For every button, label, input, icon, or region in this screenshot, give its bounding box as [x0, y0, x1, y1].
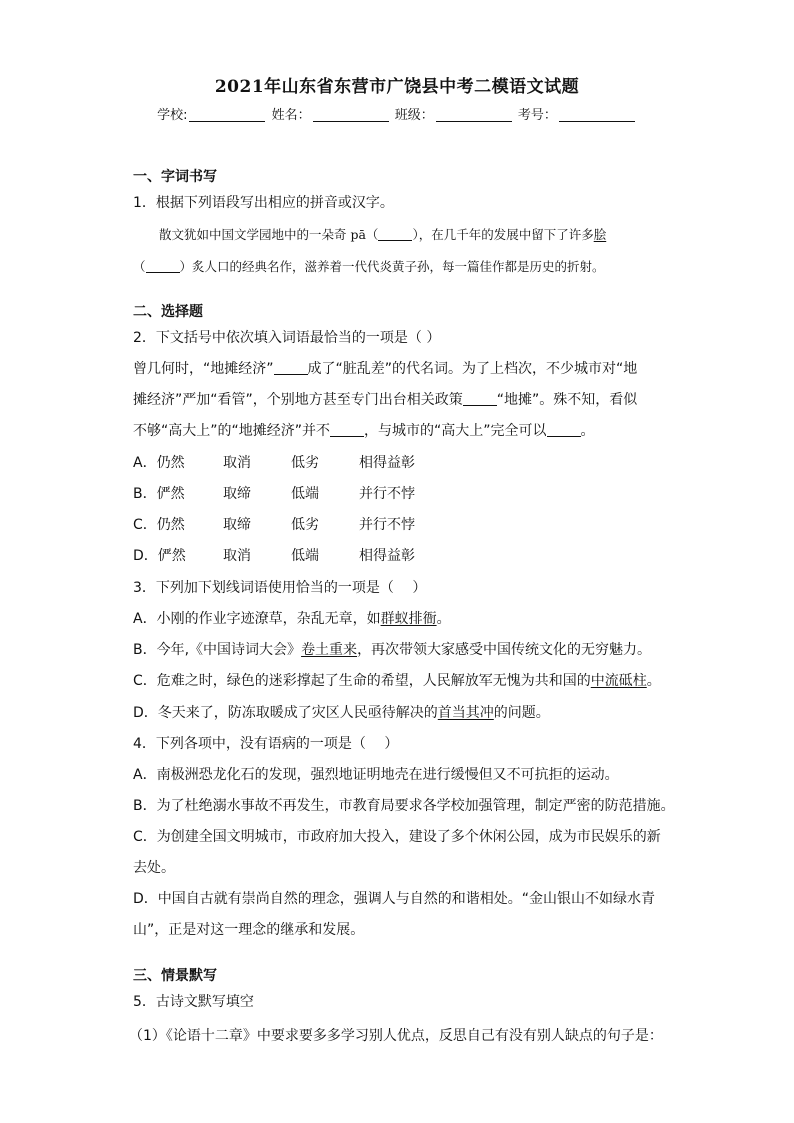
q1-passage-line-1: 散文犹如中国文学园地中的一朵奇 pā（ ），在几千年的发展中留下了许多脍: [159, 227, 607, 242]
section-heading-2: 二、选择题: [133, 304, 203, 320]
q4-option-c[interactable]: C．为创建全国文明城市，市政府加大投入，建设了多个休闲公园，成为市民娱乐的新: [133, 829, 661, 845]
q5-sub-1: （1）《论语十二章》中要求要多多学习别人优点，反思自己有没有别人缺点的句子是：: [129, 1028, 663, 1044]
q3-option-a[interactable]: A．小刚的作业字迹潦草，杂乱无章，如群蚁排衙。: [133, 611, 451, 627]
exam-title: 2021年山东省东营市广饶县中考二模语文试题: [214, 77, 580, 97]
q2-stem: 2．下文括号中依次填入词语最恰当的一项是（ ）: [133, 330, 441, 346]
class-label: 班级：: [394, 108, 434, 123]
q1-blank-1[interactable]: [378, 226, 412, 241]
q2-passage-line-3: 不够“高大上”的“地摊经济”并不 ，与城市的“高大上”完全可以 。: [133, 423, 595, 439]
exam-number-blank[interactable]: [559, 107, 635, 122]
q2-passage-line-2: 摊经济”严加“看管”，个别地方甚至专门出台相关政策 “地摊”。殊不知，看似: [133, 392, 638, 408]
q1-blank-2[interactable]: [146, 258, 180, 273]
q2-passage-line-1: 曾几何时，“地摊经济” 成了“脏乱差”的代名词。为了上档次，不少城市对“地: [133, 361, 638, 377]
q2-blank-1[interactable]: [274, 360, 308, 375]
student-info-row: [0, 104, 794, 123]
q2-option-c[interactable]: C．仍然 取缔 低劣 并行不悖: [133, 517, 415, 533]
q5-stem: 5．古诗文默写填空: [133, 994, 254, 1010]
q3-option-b[interactable]: B．今年,《中国诗词大会》卷土重来，再次带领大家感受中国传统文化的无穷魅力。: [133, 642, 652, 658]
q2-blank-4[interactable]: [547, 422, 581, 437]
q2-blank-3[interactable]: [330, 422, 364, 437]
q1-passage-line-2: （ ）炙人口的经典名作，滋养着一代代炎黄子孙，每一篇佳作都是历史的折射。: [133, 259, 605, 274]
q3-option-d[interactable]: D．冬天来了，防冻取暖成了灾区人民亟待解决的首当其冲的问题。: [133, 705, 550, 721]
class-blank[interactable]: [436, 107, 512, 122]
q4-stem: 4．下列各项中，没有语病的一项是（ ）: [133, 736, 399, 752]
q4-option-d[interactable]: D．中国自古就有崇尚自然的理念，强调人与自然的和谐相处。“金山银山不如绿水青: [133, 891, 656, 907]
school-label: 学校:: [157, 108, 188, 123]
q3-option-c[interactable]: C．危难之时，绿色的迷彩撑起了生命的希望，人民解放军无愧为共和国的中流砥柱。: [133, 673, 661, 689]
q4-option-c-cont: 去处。: [133, 860, 175, 876]
q4-option-b[interactable]: B．为了杜绝溺水事故不再发生，市教育局要求各学校加强管理，制定严密的防范措施。: [133, 798, 675, 814]
q4-option-a[interactable]: A．南极洲恐龙化石的发现，强烈地证明地壳在进行缓慢但又不可抗拒的运动。: [133, 767, 619, 783]
q3-stem: 3．下列加下划线词语使用恰当的一项是（ ）: [133, 580, 427, 596]
q1-underlined-char: 脍: [593, 227, 607, 242]
exam-number-label: 考号：: [517, 108, 557, 123]
q2-blank-2[interactable]: [463, 391, 497, 406]
q1-stem: 1．根据下列语段写出相应的拼音或汉字。: [133, 195, 394, 211]
q2-option-a[interactable]: A．仍然 取消 低劣 相得益彰: [133, 455, 415, 471]
q2-option-b[interactable]: B．俨然 取缔 低端 并行不悖: [133, 486, 415, 502]
section-heading-1: 一、字词书写: [133, 169, 217, 185]
section-heading-3: 三、情景默写: [133, 968, 217, 984]
school-blank[interactable]: [189, 107, 265, 122]
name-blank[interactable]: [313, 107, 389, 122]
q2-option-d[interactable]: D．俨然 取消 低端 相得益彰: [133, 548, 415, 564]
q4-option-d-cont: 山”，正是对这一理念的继承和发展。: [133, 922, 365, 938]
name-label: 姓名：: [271, 108, 311, 123]
